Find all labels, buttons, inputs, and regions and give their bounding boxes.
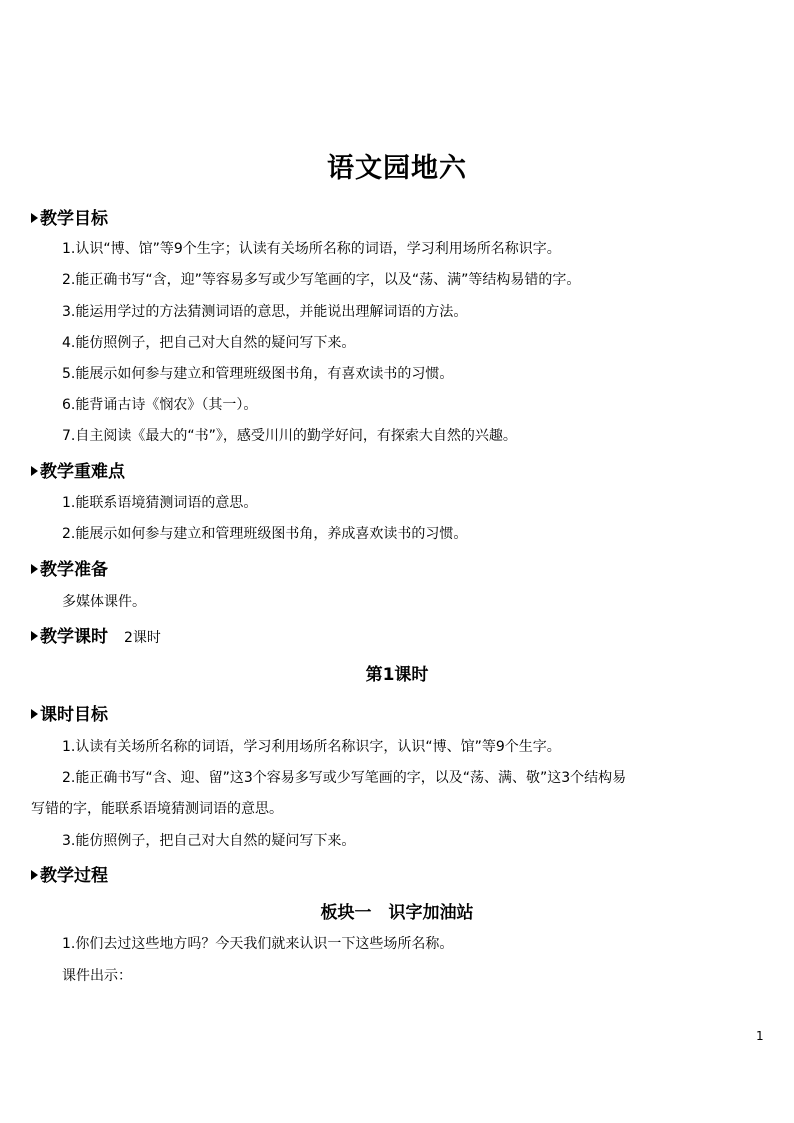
section-heading-hours (31, 622, 161, 647)
section-heading-goals (31, 204, 108, 229)
goal-item: 6.能背诵古诗《悯农》（其一）。 (62, 397, 258, 413)
goal-item: 3.能运用学过的方法猜测词语的意思，并能说出理解词语的方法。 (62, 304, 468, 320)
heading-label: 教学准备 (40, 560, 108, 580)
goal-item: 4.能仿照例子，把自己对大自然的疑问写下来。 (62, 335, 356, 351)
lesson-goal-item: 2.能正确书写“含、迎、留”这3个容易多写或少写笔画的字，以及“荡、满、敬”这3个结构易 (62, 770, 627, 786)
goal-item: 5.能展示如何参与建立和管理班级图书角，有喜欢读书的习惯。 (62, 366, 454, 382)
goal-item: 1.认识“博、馆”等9个生字；认读有关场所名称的词语，学习利用场所名称识字。 (62, 241, 561, 257)
lesson-goal-item: 1.认读有关场所名称的词语，学习利用场所名称识字，认识“博、馆”等9个生字。 (62, 739, 561, 755)
hours-value: 2课时 (124, 630, 161, 646)
process-item: 课件出示： (62, 968, 132, 984)
lesson-goal-item: 3.能仿照例子，把自己对大自然的疑问写下来。 (62, 833, 356, 849)
triangle-bullet-icon (31, 213, 38, 223)
triangle-bullet-icon (31, 466, 38, 476)
lesson-goal-item-continued: 写错的字，能联系语境猜测词语的意思。 (31, 801, 283, 817)
triangle-bullet-icon (31, 870, 38, 880)
page-title: 语文园地六 (327, 153, 467, 184)
section-heading-preparation (31, 555, 108, 580)
key-point-item: 1.能联系语境猜测词语的意思。 (62, 495, 258, 511)
triangle-bullet-icon (31, 631, 38, 641)
process-item: 1.你们去过这些地方吗？今天我们就来认识一下这些场所名称。 (62, 936, 454, 952)
heading-label: 教学课时 (40, 627, 108, 647)
section-heading-lesson-goals (31, 700, 108, 725)
section-heading-process (31, 861, 108, 886)
block-title: 板块一 识字加油站 (320, 903, 474, 923)
page-number: 1 (756, 1029, 764, 1043)
heading-label: 教学目标 (40, 209, 108, 229)
section-heading-key-points (31, 457, 125, 482)
triangle-bullet-icon (31, 709, 38, 719)
heading-label: 教学重难点 (40, 462, 125, 482)
preparation-item: 多媒体课件。 (62, 594, 146, 610)
triangle-bullet-icon (31, 564, 38, 574)
goal-item: 2.能正确书写“含，迎”等容易多写或少写笔画的字，以及“荡、满”等结构易错的字。 (62, 272, 581, 288)
goal-item: 7.自主阅读《最大的“书”》，感受川川的勤学好问，有探索大自然的兴趣。 (62, 428, 517, 444)
key-point-item: 2.能展示如何参与建立和管理班级图书角，养成喜欢读书的习惯。 (62, 526, 468, 542)
heading-label: 课时目标 (40, 705, 108, 725)
heading-label: 教学过程 (40, 866, 108, 886)
lesson-title: 第1课时 (365, 665, 429, 685)
